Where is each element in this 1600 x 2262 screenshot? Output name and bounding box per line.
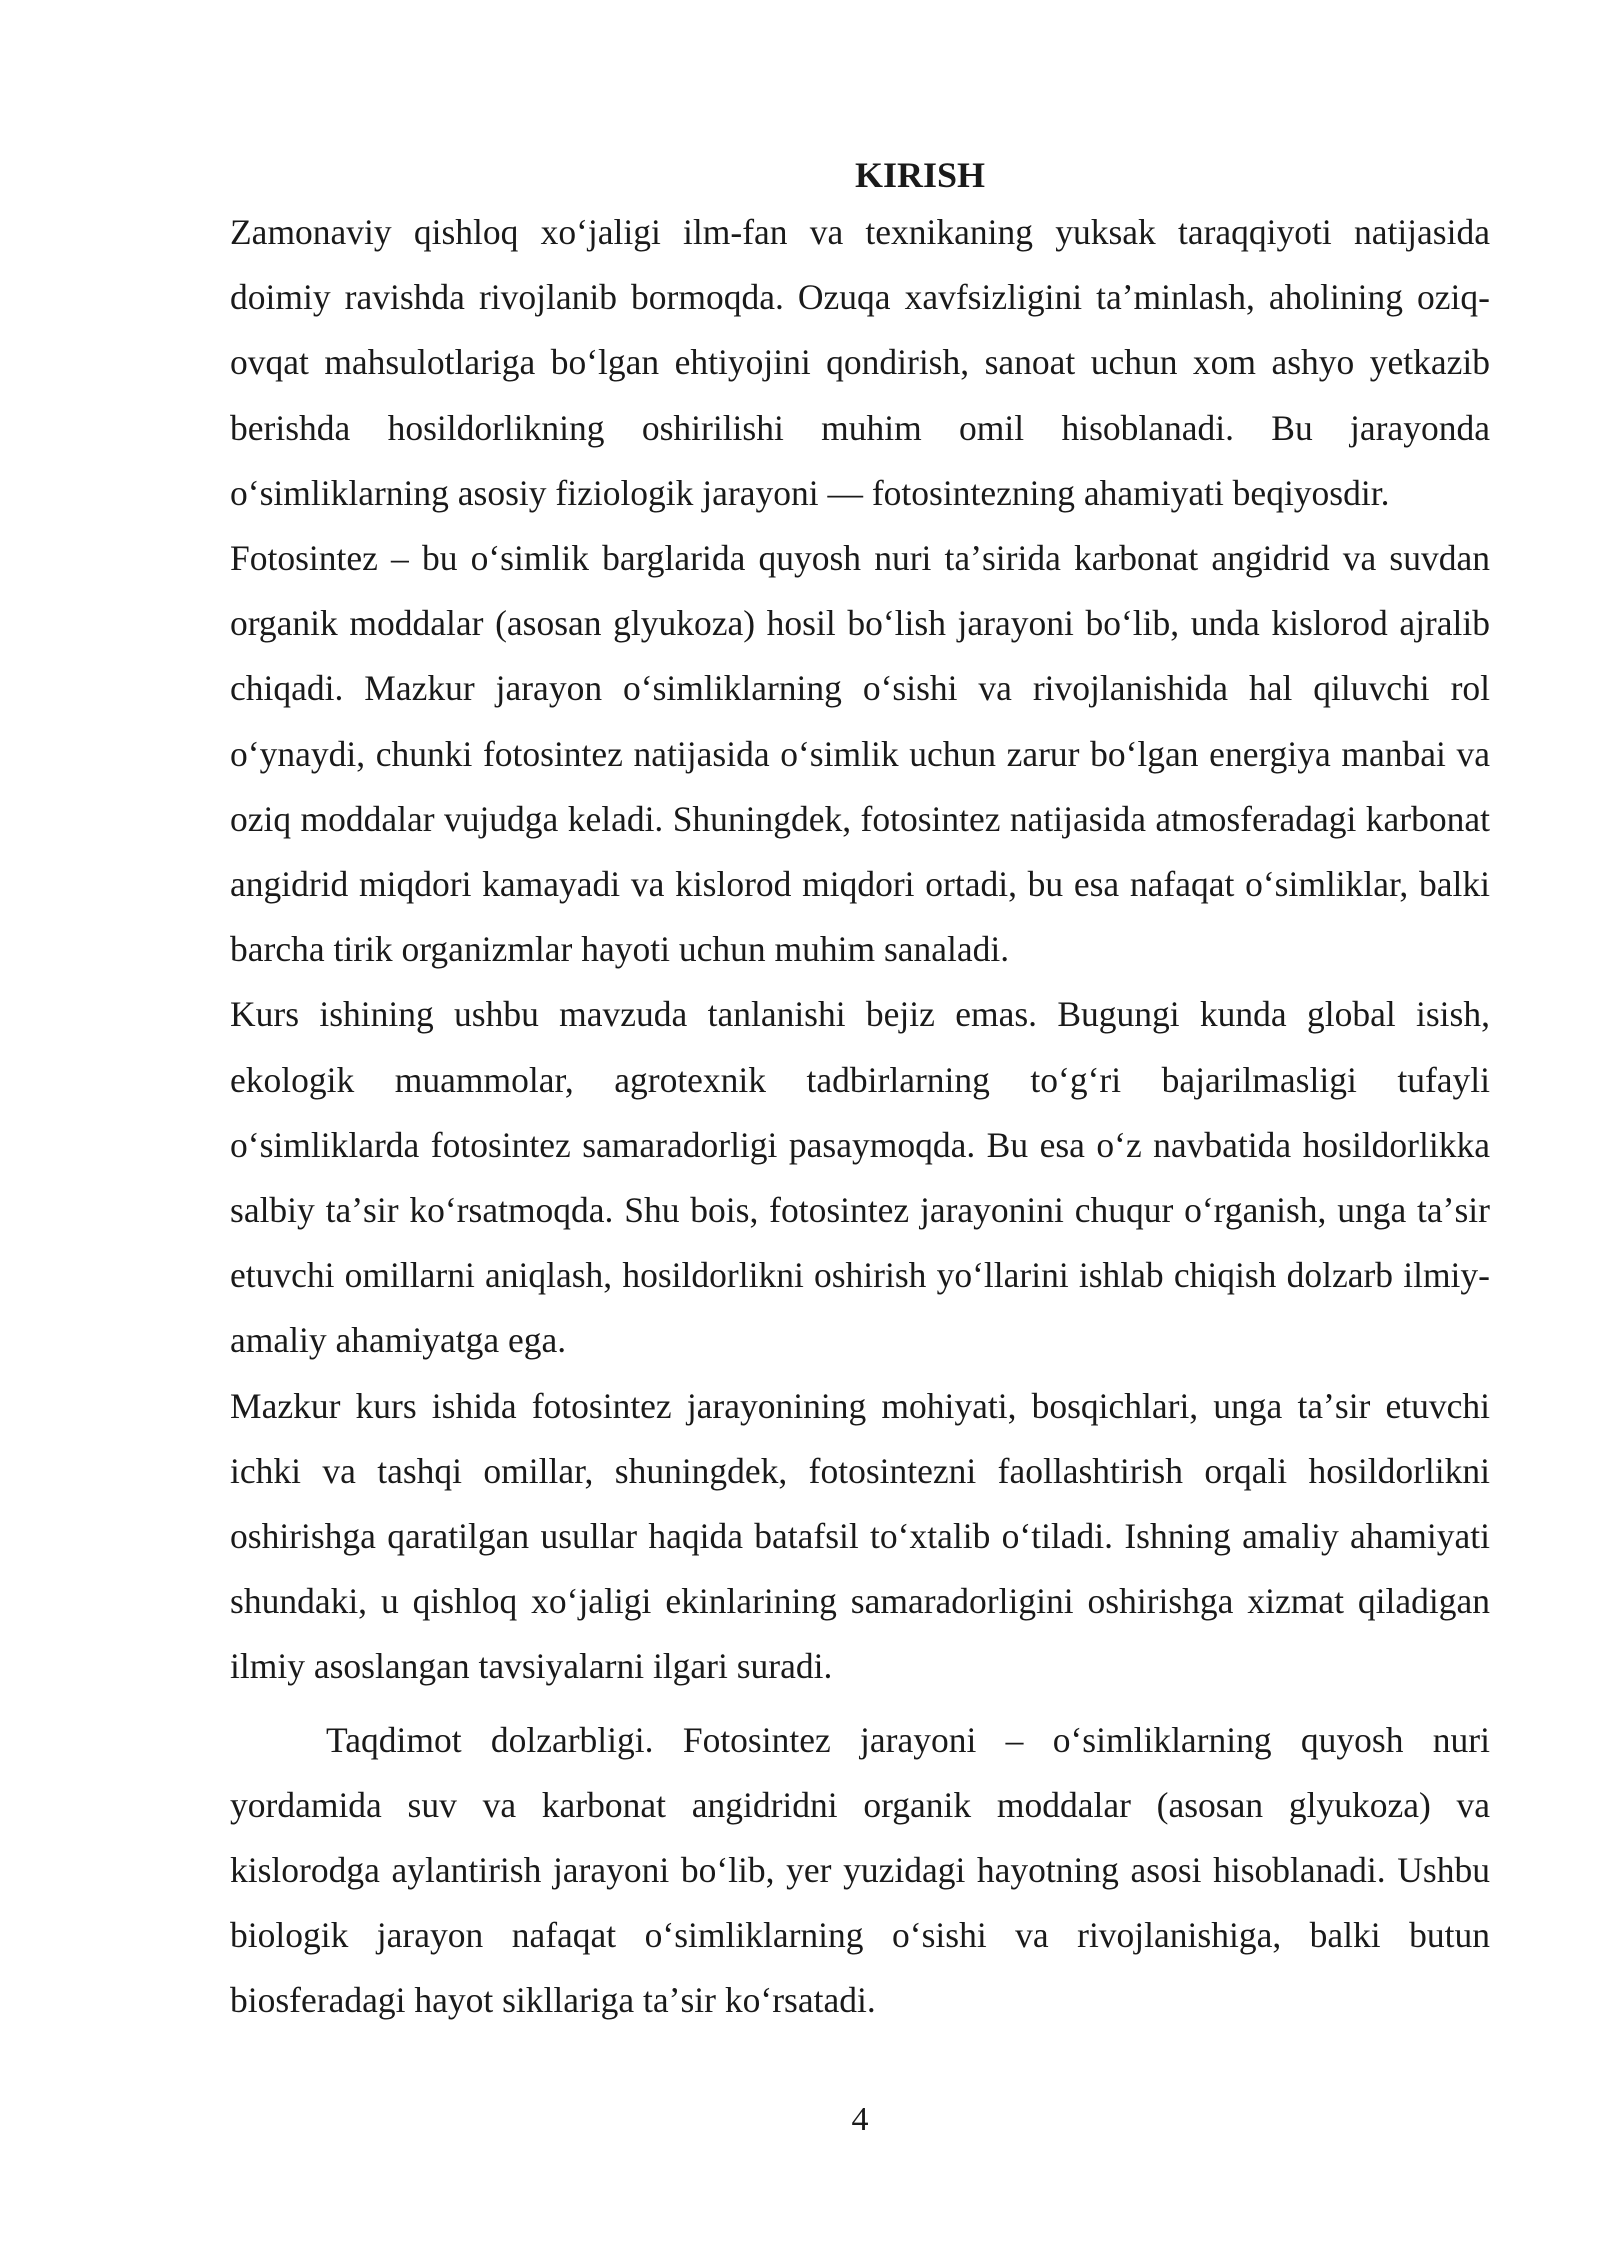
paragraph-4: Mazkur kurs ishida fotosintez jarayonining mohiyati, bosqichlari, unga taʼsir etuvchi ichki va tashqi omillar, shuningdek, fotosintezni faollashtirish orqali hosildorlikni oshirishga qaratilgan usullar haqida batafsil toʻxtalib oʻtiladi. Ishning amaliy ahamiyati shundaki, u qishloq xoʻjaligi ekinlarining samaradorligini oshirishga xizmat qiladigan ilmiy asoslangan tavsiyalarni ilgari suradi. — [230, 1385, 1490, 1687]
paragraph-5: Taqdimot dolzarbligi. Fotosintez jarayoni – oʻsimliklarning quyosh nuri yordamida suv va karbonat angidridni organik moddalar (asosan glyukoza) va kislorodga aylantirish jarayoni boʻlib, yer yuzidagi hayotning asosi hisoblanadi. Ushbu biologik jarayon nafaqat oʻsimliklarning oʻsishi va rivojlanishiga, balki butun biosferadagi hayot sikllariga taʼsir koʻrsatadi. — [230, 1719, 1490, 2021]
paragraph-2: Fotosintez – bu oʻsimlik barglarida quyosh nuri taʼsirida karbonat angidrid va suvdan organik moddalar (asosan glyukoza) hosil boʻlish jarayoni boʻlib, unda kislorod ajralib chiqadi. Mazkur jarayon oʻsimliklarning oʻsishi va rivojlanishida hal qiluvchi rol oʻynaydi, chunki fotosintez natijasida oʻsimlik uchun zarur boʻlgan energiya manbai va oziq moddalar vujudga keladi. Shuningdek, fotosintez natijasida atmosferadagi karbonat angidrid miqdori kamayadi va kislorod miqdori ortadi, bu esa nafaqat oʻsimliklar, balki barcha tirik organizmlar hayoti uchun muhim sanaladi. — [230, 538, 1490, 970]
paragraph-1: Zamonaviy qishloq xoʻjaligi ilm-fan va texnikaning yuksak taraqqiyoti natijasida doimiy ravishda rivojlanib bormoqda. Ozuqa xavfsizligini taʼminlash, aholining oziq-ovqat mahsulotlariga boʻlgan ehtiyojini qondirish, sanoat uchun xom ashyo yetkazib berishda hosildorlikning oshirilishi muhim omil hisoblanadi. Bu jarayonda oʻsimliklarning asosiy fiziologik jarayoni — fotosintezning ahamiyati beqiyosdir. — [230, 212, 1490, 513]
page-title: KIRISH — [854, 155, 986, 195]
page-number: 4 — [851, 2101, 869, 2138]
page-content — [230, 150, 1490, 2034]
paragraph-3: Kurs ishining ushbu mavzuda tanlanishi bejiz emas. Bugungi kunda global isish, ekologik muammolar, agrotexnik tadbirlarning toʻgʻri bajarilmasligi tufayli oʻsimliklarda fotosintez samaradorligi pasaymoqda. Bu esa oʻz navbatida hosildorlikka salbiy taʼsir koʻrsatmoqda. Shu bois, fotosintez jarayonini chuqur oʻrganish, unga taʼsir etuvchi omillarni aniqlash, hosildorlikni oshirish yoʻllarini ishlab chiqish dolzarb ilmiy-amaliy ahamiyatga ega. — [230, 994, 1490, 1361]
